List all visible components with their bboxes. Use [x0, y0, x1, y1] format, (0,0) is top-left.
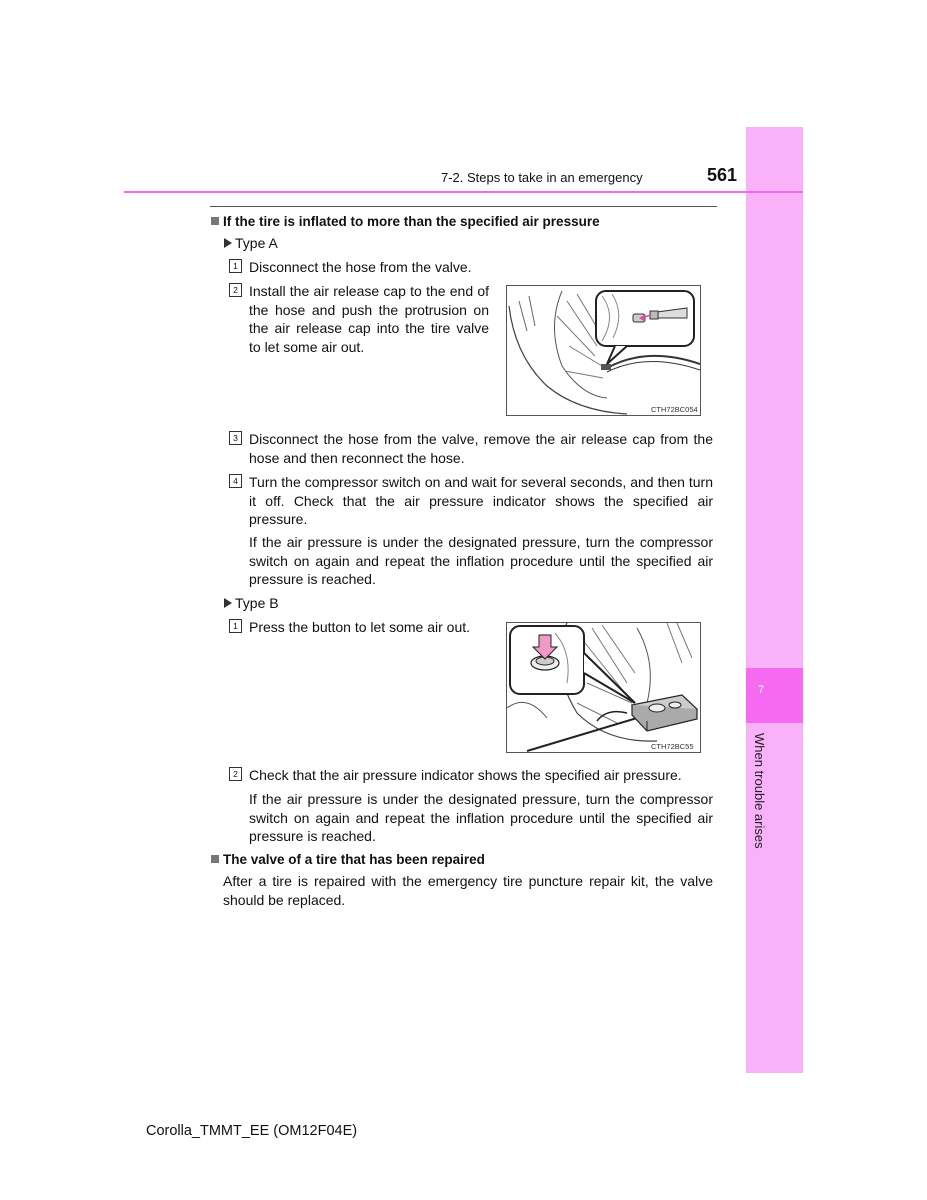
step-number: 2: [229, 767, 242, 781]
step-number: 3: [229, 431, 242, 445]
section-title: 7-2. Steps to take in an emergency: [441, 170, 643, 185]
air-release-cap-illustration: [507, 286, 700, 415]
step-number: 4: [229, 474, 242, 488]
heading-text: If the tire is inflated to more than the specified air pressure: [223, 214, 600, 229]
chapter-side-tab: [746, 127, 803, 1073]
step-text: Disconnect the hose from the valve, remove the air release cap from the hose and then reconnect the hose.: [249, 431, 713, 466]
figure-release-button: [506, 622, 701, 753]
step-text: Disconnect the hose from the valve.: [249, 259, 472, 275]
heading-over-inflated: [211, 214, 600, 229]
type-b-label: [224, 595, 279, 611]
heading-text: The valve of a tire that has been repaired: [223, 852, 485, 867]
release-button-illustration: [507, 623, 700, 752]
page-number: 561: [707, 165, 738, 185]
type-a-label: [224, 235, 278, 251]
note-text: If the air pressure is under the designated pressure, turn the compressor switch on again and repeat the inflation procedure until the specified air pressure is reached.: [249, 791, 713, 844]
chapter-title: When trouble arises: [752, 733, 767, 849]
step-text: Check that the air pressure indicator shows the specified air pressure.: [249, 767, 682, 783]
triangle-bullet-icon: [224, 238, 232, 248]
heading-valve-repaired: [211, 852, 485, 867]
step-number: 1: [229, 259, 242, 273]
chapter-number: 7: [757, 684, 765, 696]
figure-air-release-cap: [506, 285, 701, 416]
header-rule: [124, 191, 803, 193]
figure-code: CTH72BC55: [651, 742, 694, 751]
step-text: Press the button to let some air out.: [249, 619, 471, 635]
note-text: If the air pressure is under the designated pressure, turn the compressor switch on again and repeat the inflation procedure until the specified air pressure is reached.: [249, 534, 713, 587]
type-b-text: Type B: [235, 595, 279, 611]
content-top-rule: [210, 206, 717, 207]
triangle-bullet-icon: [224, 598, 232, 608]
type-a-text: Type A: [235, 235, 278, 251]
valve-repaired-text: After a tire is repaired with the emergency tire puncture repair kit, the valve should be replaced.: [223, 873, 713, 908]
step-text: Install the air release cap to the end of the hose and push the protrusion on the air release cap into the tire valve to let some air out.: [249, 283, 489, 355]
step-text: Turn the compressor switch on and wait for several seconds, and then turn it off. Check that the air pressure indicator shows the specified air pressure.: [249, 474, 713, 527]
step-number: 1: [229, 619, 242, 633]
footer-model: Corolla_TMMT_EE (OM12F04E): [146, 1123, 358, 1139]
step-number: 2: [229, 283, 242, 297]
square-bullet-icon: [211, 855, 219, 863]
square-bullet-icon: [211, 217, 219, 225]
figure-code: CTH72BC054: [651, 405, 698, 414]
